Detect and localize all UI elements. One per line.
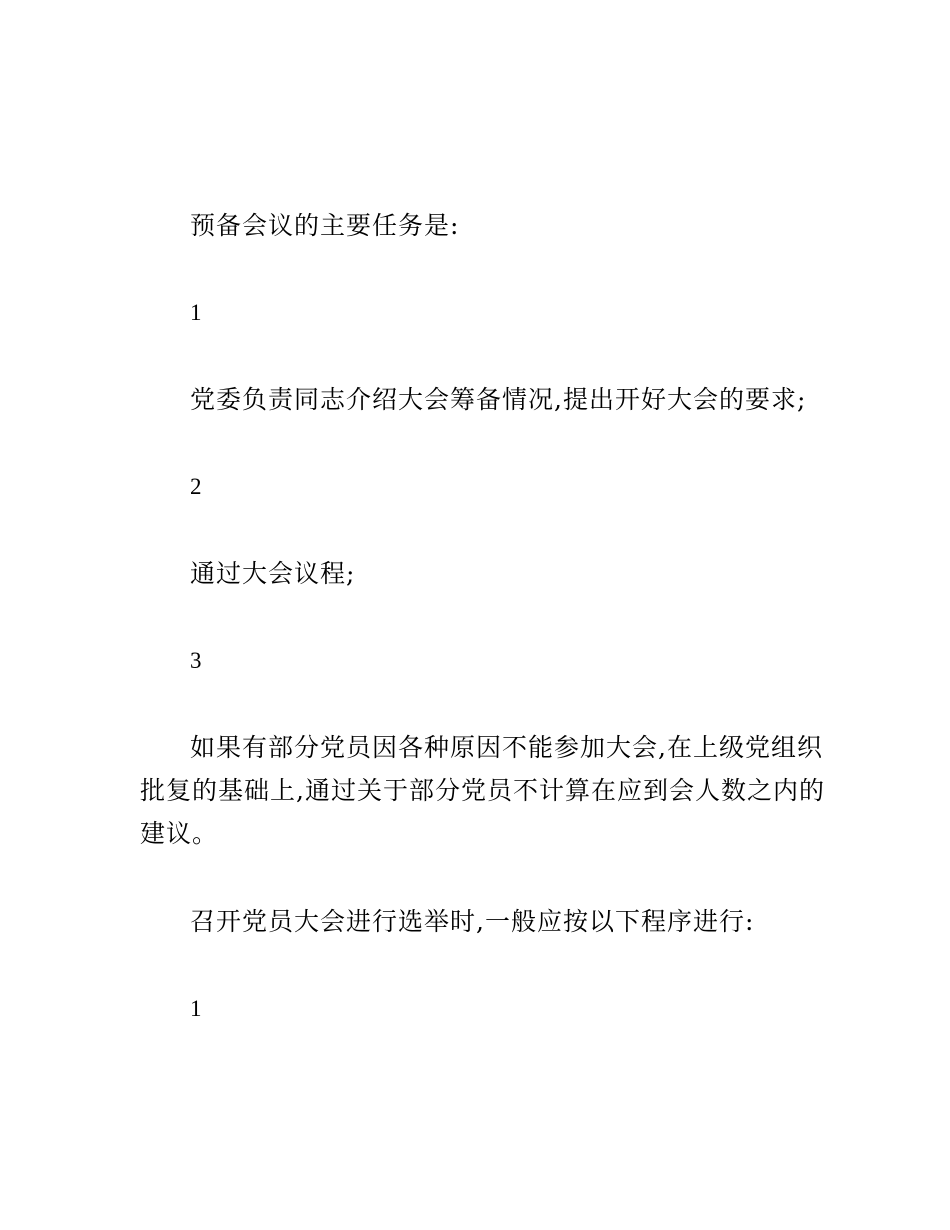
list-number: 1 xyxy=(190,996,203,1021)
list-number: 2 xyxy=(190,474,203,499)
paragraph-item-2: 通过大会议程; xyxy=(190,559,356,588)
paragraph-item-3-line-2: 批复的基础上,通过关于部分党员不计算在应到会人数之内的 xyxy=(140,776,825,805)
paragraph-election-procedure: 召开党员大会进行选举时,一般应按以下程序进行: xyxy=(190,907,755,936)
list-number: 3 xyxy=(190,648,203,673)
paragraph-preparatory-meeting-tasks: 预备会议的主要任务是: xyxy=(190,211,460,240)
paragraph-item-3-line-1: 如果有部分党员因各种原因不能参加大会,在上级党组织 xyxy=(190,733,823,762)
paragraph-item-1: 党委负责同志介绍大会筹备情况,提出开好大会的要求; xyxy=(190,385,807,414)
paragraph-item-3-line-3: 建议。 xyxy=(140,819,219,848)
list-number: 1 xyxy=(190,300,203,325)
